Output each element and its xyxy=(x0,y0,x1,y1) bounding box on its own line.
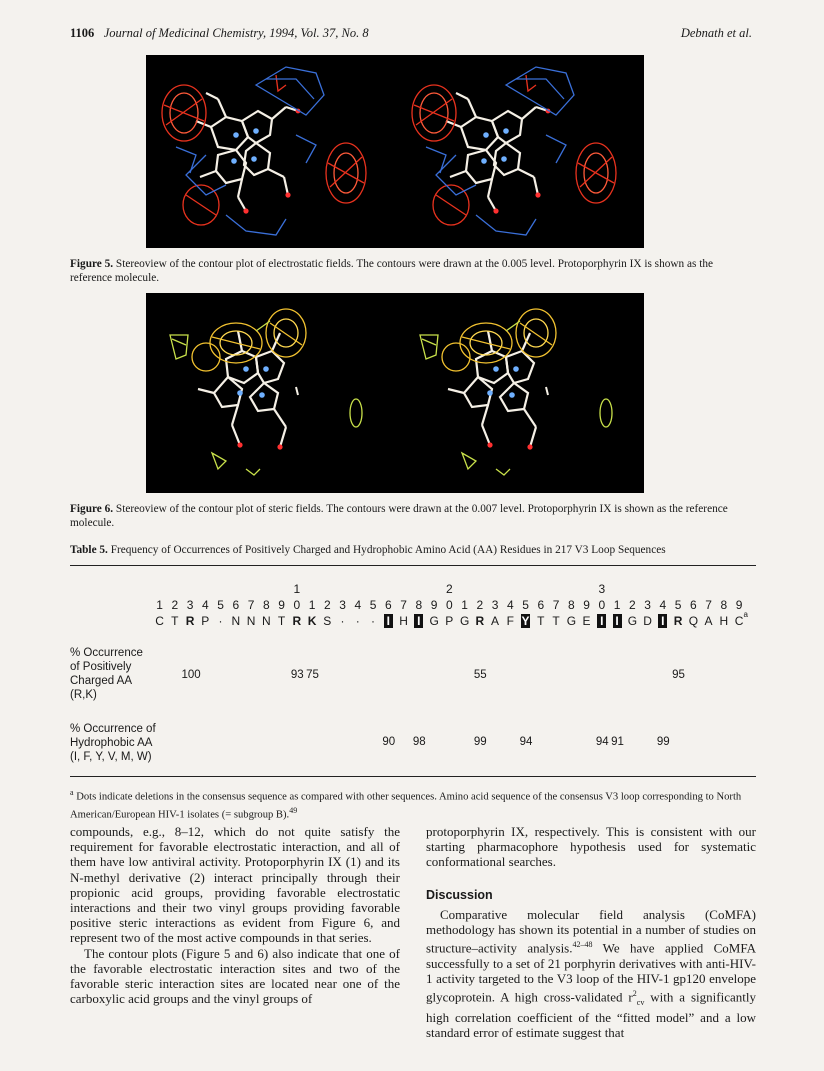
right-column xyxy=(426,824,756,1041)
position-number: 2 xyxy=(476,598,484,612)
amino-acid: I xyxy=(597,614,606,628)
footnote-text: Dots indicate deletions in the consensus sequence as compared with other sequences. Amino acid sequence of the consensus V3 loop corresponding to North American/European HIV-1 isolates (= subgroup B). xyxy=(70,791,742,821)
table-footnote xyxy=(70,786,756,821)
right-p2-reference: 42–48 xyxy=(572,940,593,950)
position-number: 6 xyxy=(384,598,392,612)
amino-acid: H xyxy=(399,614,408,628)
amino-acid: A xyxy=(704,614,713,628)
amino-acid: S xyxy=(323,614,332,628)
figure-6-caption-text: Stereoview of the contour plot of steric fields. The contours were drawn at the 0.007 level. Protoporphyrin IX is shown as the reference molecule. xyxy=(70,503,728,529)
position-number: 7 xyxy=(552,598,560,612)
position-number: 1 xyxy=(613,598,621,612)
figure-6-caption xyxy=(70,503,756,530)
position-number: 3 xyxy=(339,598,346,612)
figure-5-caption-text: Stereoview of the contour plot of electrostatic fields. The contours were drawn at the 0.005 level. Protoporphyrin IX is shown as the reference molecule. xyxy=(70,258,714,284)
amino-acid: E xyxy=(582,614,591,628)
amino-acid: N xyxy=(261,614,271,628)
amino-acid: P xyxy=(201,614,210,628)
left-column xyxy=(70,824,400,1006)
amino-acid: I xyxy=(658,614,667,628)
footnote-mark: a xyxy=(70,788,74,797)
row-label-line: Hydrophobic AA xyxy=(70,737,153,749)
position-number: 7 xyxy=(705,598,712,612)
right-paragraph-2 xyxy=(426,907,756,1041)
row-label-line: % Occurrence of xyxy=(70,723,156,735)
amino-acid: N xyxy=(246,614,256,628)
amino-acid: C xyxy=(734,614,744,628)
position-number: 1 xyxy=(461,598,468,612)
amino-acid: R xyxy=(185,614,195,628)
row-label-line: of Positively xyxy=(70,661,132,673)
amino-acid: R xyxy=(475,614,485,628)
right-p2-part-a: Comparative molecular field analysis (CoMFA) methodology has shown its potential in a number of studies on structure–activity analysis. xyxy=(426,906,756,956)
tens-label: 2 xyxy=(445,582,453,596)
position-number: 8 xyxy=(415,598,423,612)
amino-acid: · xyxy=(371,614,376,628)
electrostatic-stereoview xyxy=(146,55,644,248)
figure-5-label: Figure 5. xyxy=(70,258,114,270)
amino-acid: K xyxy=(307,614,317,628)
amino-acid: · xyxy=(218,614,223,628)
amino-acid: · xyxy=(340,614,345,628)
position-number: 8 xyxy=(720,598,728,612)
position-number: 9 xyxy=(278,598,285,612)
amino-acid: F xyxy=(506,614,514,628)
page-number: 1106 xyxy=(70,26,95,40)
r-squared-sup: 2 xyxy=(632,989,637,999)
position-number: 3 xyxy=(491,598,499,612)
amino-acid: N xyxy=(231,614,241,628)
amino-acid: D xyxy=(643,614,652,628)
left-paragraph-1: compounds, e.g., 8–12, which do not quite satisfy the requirement for favorable electrostatic interaction, and all of them have low antiviral activity. Protoporphyrin IX (1) and its N-methyl derivative (2) interact principally through their propionic acid groups, providing favorable electrostatic interactions and their two vinyl groups providing favorable positive steric interactions as evident from Figure 6, and represent two of the most active compounds in that series. xyxy=(70,824,400,946)
position-number: 6 xyxy=(537,598,545,612)
row-label-line: % Occurrence xyxy=(70,647,143,659)
amino-acid: I xyxy=(613,614,622,628)
table-5-title-text: Frequency of Occurrences of Positively Charged and Hydrophobic Amino Acid (AA) Residues in 217 V3 Loop Sequences xyxy=(110,544,666,556)
right-paragraph-1: protoporphyrin IX, respectively. This is consistent with our starting pharmacophore hypothesis used for systematic conformational searches. xyxy=(426,824,756,870)
occurrence-value: 94 xyxy=(595,736,609,748)
occurrence-value: 94 xyxy=(519,736,533,748)
table-5-title xyxy=(70,544,756,558)
position-number: 4 xyxy=(201,598,209,612)
steric-stereoview xyxy=(146,293,644,493)
hydrophobic-row-label xyxy=(70,722,180,764)
position-number: 9 xyxy=(430,598,438,612)
occurrence-value: 99 xyxy=(656,736,670,748)
position-number: 2 xyxy=(171,598,179,612)
occurrence-value: 93 xyxy=(290,669,304,681)
positively-charged-row-label xyxy=(70,646,180,702)
tens-label: 1 xyxy=(293,582,301,596)
right-p2-part-b: We have applied CoMFA successfully to a set of 21 porphyrin derivatives with anti-HIV-1 activity targeted to the V3 loop of the HIV-1 gp120 envelope glycoprotein. A high cross-validated r xyxy=(426,940,757,1005)
position-number: 4 xyxy=(354,598,362,612)
amino-acid: T xyxy=(171,614,179,628)
row-label-line: (I, F, Y, V, M, W) xyxy=(70,751,152,763)
position-number: 1 xyxy=(308,598,316,612)
amino-acid: · xyxy=(355,614,360,628)
occurrence-value: 100 xyxy=(181,669,201,681)
figure-5-caption xyxy=(70,258,756,285)
position-number: 0 xyxy=(445,598,453,612)
amino-acid: R xyxy=(673,614,683,628)
position-number: 1 xyxy=(156,598,163,612)
occurrence-value: 95 xyxy=(672,669,685,681)
position-number: 2 xyxy=(323,598,331,612)
position-number: 5 xyxy=(674,598,682,612)
figure-5-image xyxy=(146,55,644,248)
position-number: 3 xyxy=(186,598,194,612)
amino-acid: P xyxy=(445,614,454,628)
position-number: 9 xyxy=(735,598,743,612)
authors: Debnath et al. xyxy=(680,26,752,40)
position-number: 7 xyxy=(400,598,407,612)
r-cv-sub: cv xyxy=(636,998,645,1008)
amino-acid: T xyxy=(537,614,545,628)
occurrence-value: 90 xyxy=(382,736,396,748)
occurrence-value: 75 xyxy=(306,669,319,681)
amino-acid: Y xyxy=(521,614,530,628)
figure-6-image xyxy=(146,293,644,493)
position-number: 6 xyxy=(232,598,240,612)
position-number: 8 xyxy=(262,598,270,612)
occurrence-value: 55 xyxy=(473,669,487,681)
occurrence-value: 99 xyxy=(473,736,487,748)
position-number: 6 xyxy=(689,598,697,612)
amino-acid: I xyxy=(384,614,393,628)
position-number: 0 xyxy=(293,598,301,612)
section-heading-discussion: Discussion xyxy=(426,887,493,902)
table-bottom-rule xyxy=(70,776,756,777)
position-number: 3 xyxy=(644,598,651,612)
position-number: 5 xyxy=(522,598,529,612)
amino-acid: T xyxy=(277,614,286,628)
row-label-line: Charged AA xyxy=(70,675,133,687)
position-number: 4 xyxy=(506,598,514,612)
amino-acid: A xyxy=(491,614,500,628)
position-number: 2 xyxy=(628,598,636,612)
occurrence-value: 91 xyxy=(611,736,624,748)
amino-acid: T xyxy=(552,614,560,628)
position-number: 4 xyxy=(659,598,667,612)
position-number: 8 xyxy=(567,598,575,612)
amino-acid: H xyxy=(719,614,729,628)
figure-6-label: Figure 6. xyxy=(70,503,114,515)
position-number: 0 xyxy=(598,598,606,612)
left-paragraph-2: The contour plots (Figure 5 and 6) also indicate that one of the favorable electrostatic interaction sites and two of the favorable steric interaction sites are located near one of the carboxylic acid groups and the vinyl groups of xyxy=(70,945,400,1007)
position-number: 5 xyxy=(217,598,224,612)
row-label-line: (R,K) xyxy=(70,689,97,701)
table-top-rule xyxy=(70,565,756,566)
position-number: 9 xyxy=(583,598,590,612)
amino-acid: R xyxy=(292,614,302,628)
right-p2-part-c: with a significantly high correlation coefficient of the “fitted model” and a low standard error of estimate suggest that xyxy=(426,989,756,1041)
position-number: 5 xyxy=(369,598,377,612)
position-number: 7 xyxy=(247,598,255,612)
amino-acid: G xyxy=(460,614,470,628)
journal-citation: Journal of Medicinal Chemistry, 1994, Vol. 37, No. 8 xyxy=(103,26,369,40)
amino-acid: I xyxy=(414,614,423,628)
amino-acid: G xyxy=(429,614,439,628)
table-5-label: Table 5. xyxy=(70,544,108,556)
occurrence-value: 98 xyxy=(412,736,426,748)
tens-label: 3 xyxy=(598,582,606,596)
sequence-footnote-mark: a xyxy=(743,610,748,619)
footnote-ref: 49 xyxy=(289,805,298,815)
amino-acid: G xyxy=(566,614,577,628)
amino-acid: Q xyxy=(688,614,699,628)
amino-acid: C xyxy=(155,614,164,628)
amino-acid: G xyxy=(627,614,638,628)
running-header xyxy=(70,26,369,41)
